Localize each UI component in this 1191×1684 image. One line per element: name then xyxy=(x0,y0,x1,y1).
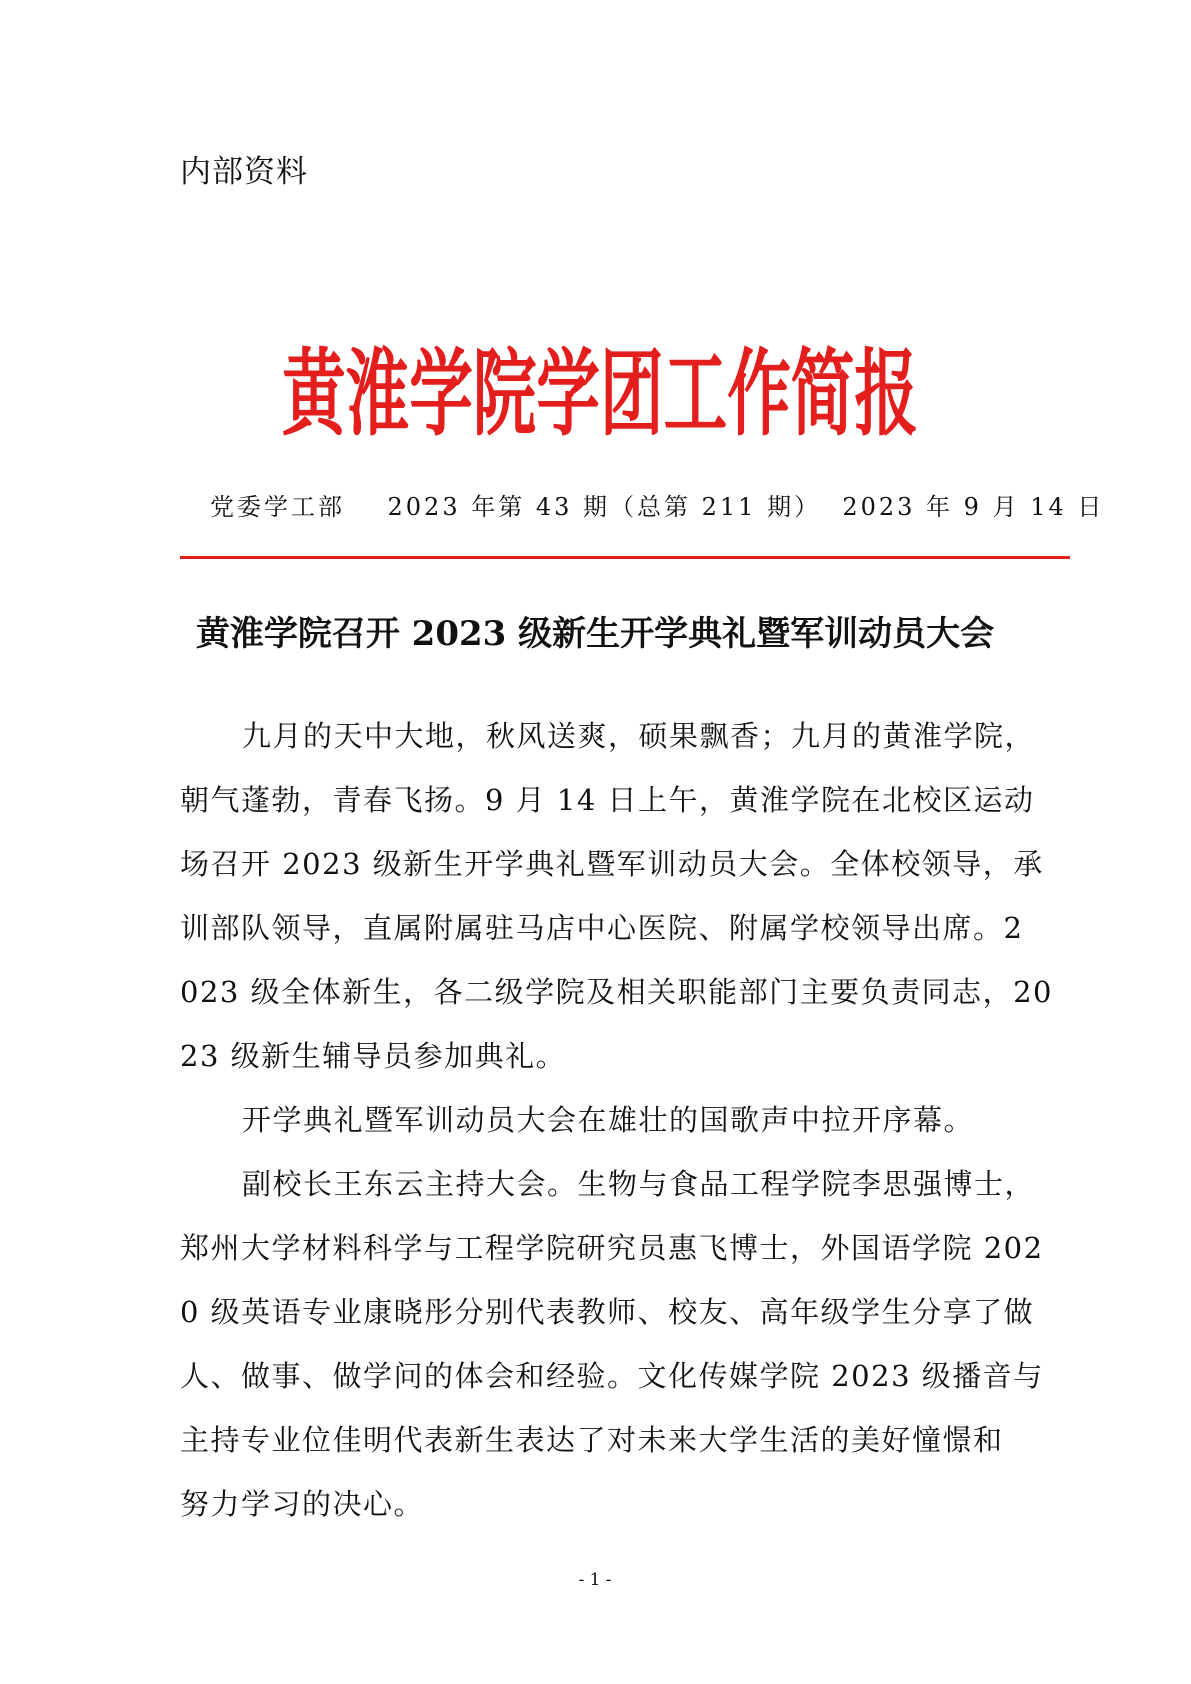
masthead-title-text: 黄淮学院学团工作简报 xyxy=(282,339,918,449)
page-number: - 1 - xyxy=(578,1570,612,1590)
document-classification: 内部资料 xyxy=(180,154,308,190)
paragraph-line: 23 级新生辅导员参加典礼。 xyxy=(180,1039,567,1073)
paragraph-line: 开学典礼暨军训动员大会在雄壮的国歌声中拉开序幕。 xyxy=(242,1103,975,1137)
article-paragraph-1 xyxy=(180,704,1053,1088)
masthead-title xyxy=(180,322,1020,452)
issue-info: 党委学工部 2023 年第 43 期（总第 211 期） 2023 年 9 月 14 日 xyxy=(210,493,1105,521)
article-title: 黄淮学院召开 2023 级新生开学典礼暨军训动员大会 xyxy=(195,614,995,654)
paragraph-line: 郑州大学材料科学与工程学院研究员惠飞博士，外国语学院 202 xyxy=(180,1231,1044,1265)
masthead-divider xyxy=(180,556,1070,559)
paragraph-line: 人、做事、做学问的体会和经验。文化传媒学院 2023 级播音与 xyxy=(180,1359,1044,1393)
paragraph-line: 主持专业位佳明代表新生表达了对未来大学生活的美好憧憬和 xyxy=(180,1423,1004,1457)
paragraph-line: 努力学习的决心。 xyxy=(180,1487,425,1521)
article-paragraph-2 xyxy=(180,1088,1010,1152)
article-paragraph-3 xyxy=(180,1152,1044,1536)
paragraph-line: 朝气蓬勃，青春飞扬。9 月 14 日上午，黄淮学院在北校区运动 xyxy=(180,783,1035,817)
paragraph-line: 九月的天中大地，秋风送爽，硕果飘香；九月的黄淮学院， xyxy=(242,719,1036,753)
masthead-title-svg xyxy=(180,322,1020,452)
paragraph-line: 场召开 2023 级新生开学典礼暨军训动员大会。全体校领导，承 xyxy=(180,847,1044,881)
paragraph-line: 023 级全体新生，各二级学院及相关职能部门主要负责同志，20 xyxy=(180,975,1053,1009)
paragraph-line: 副校长王东云主持大会。生物与食品工程学院李思强博士， xyxy=(242,1167,1036,1201)
paragraph-line: 0 级英语专业康晓彤分别代表教师、校友、高年级学生分享了做 xyxy=(180,1295,1035,1329)
paragraph-line: 训部队领导，直属附属驻马店中心医院、附属学校领导出席。2 xyxy=(180,911,1024,945)
